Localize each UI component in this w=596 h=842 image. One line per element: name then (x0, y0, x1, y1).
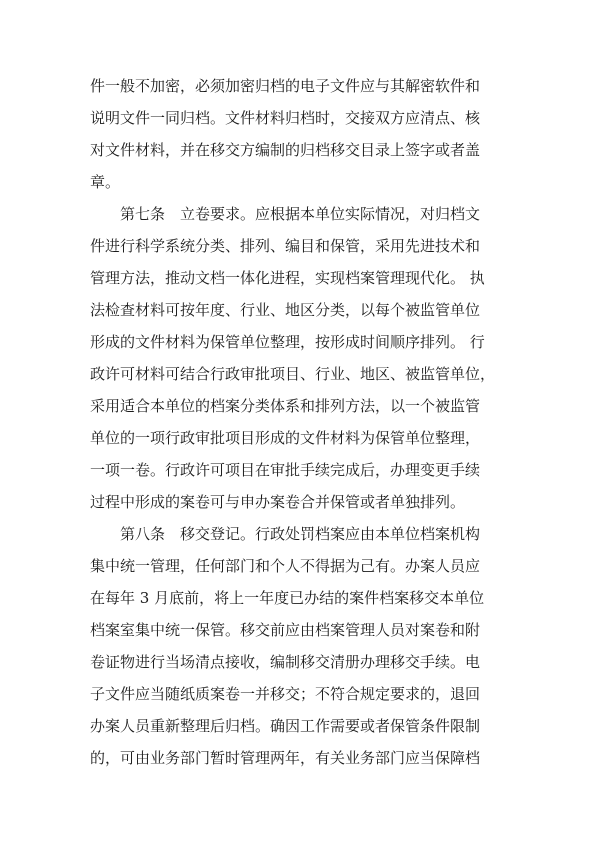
text-line: 形成的文件材料为保管单位整理，按形成时间顺序排列。 行 (90, 333, 485, 351)
text-line: 章。 (90, 173, 121, 191)
paragraph-article-8 (90, 518, 504, 774)
text-line: 法检查材料可按年度、行业、地区分类，以每个被监管单位 (90, 301, 481, 319)
text-line: 一项一卷。行政许可项目在审批手续完成后，办理变更手续 (90, 461, 481, 479)
text-line: 件一般不加密，必须加密归档的电子文件应与其解密软件和 (90, 77, 481, 95)
text-line: 集中统一管理，任何部门和个人不得据为己有。办案人员应 (90, 557, 481, 575)
paragraph-article-7 (90, 198, 504, 518)
paragraph-archiving-continuation (90, 70, 504, 198)
text-line: 过程中形成的案卷可与申办案卷合并保管或者单独排列。 (90, 493, 466, 511)
text-line: 对文件材料，并在移交方编制的归档移交目录上签字或者盖 (90, 141, 481, 159)
text-line: 卷证物进行当场清点接收，编制移交清册办理移交手续。电 (90, 653, 481, 671)
text-line: 在每年 3 月底前，将上一年度已办结的案件档案移交本单位 (90, 589, 485, 607)
text-line: 管理方法，推动文档一体化进程，实现档案管理现代化。 执 (90, 269, 485, 287)
text-line: 办案人员重新整理后归档。确因工作需要或者保管条件限制 (90, 717, 481, 735)
text-line: 单位的一项行政审批项目形成的文件材料为保管单位整理， (90, 429, 481, 447)
text-line: 采用适合本单位的档案分类体系和排列方法，以一个被监管 (90, 397, 481, 415)
text-line: 档案室集中统一保管。移交前应由档案管理人员对案卷和附 (90, 621, 481, 639)
text-line: 政许可材料可结合行政审批项目、行业、地区、被监管单位， (90, 365, 496, 383)
article-heading-line: 第八条 移交登记。行政处罚档案应由本单位档案机构 (120, 525, 481, 543)
article-heading-line: 第七条 立卷要求。应根据本单位实际情况，对归档文 (120, 205, 481, 223)
text-line: 的，可由业务部门暂时管理两年，有关业务部门应当保障档 (90, 749, 481, 767)
text-line: 说明文件一同归档。文件材料归档时，交接双方应清点、核 (90, 109, 481, 127)
text-line: 子文件应当随纸质案卷一并移交；不符合规定要求的，退回 (90, 685, 481, 703)
text-line: 件进行科学系统分类、排列、编目和保管，采用先进技术和 (90, 237, 481, 255)
